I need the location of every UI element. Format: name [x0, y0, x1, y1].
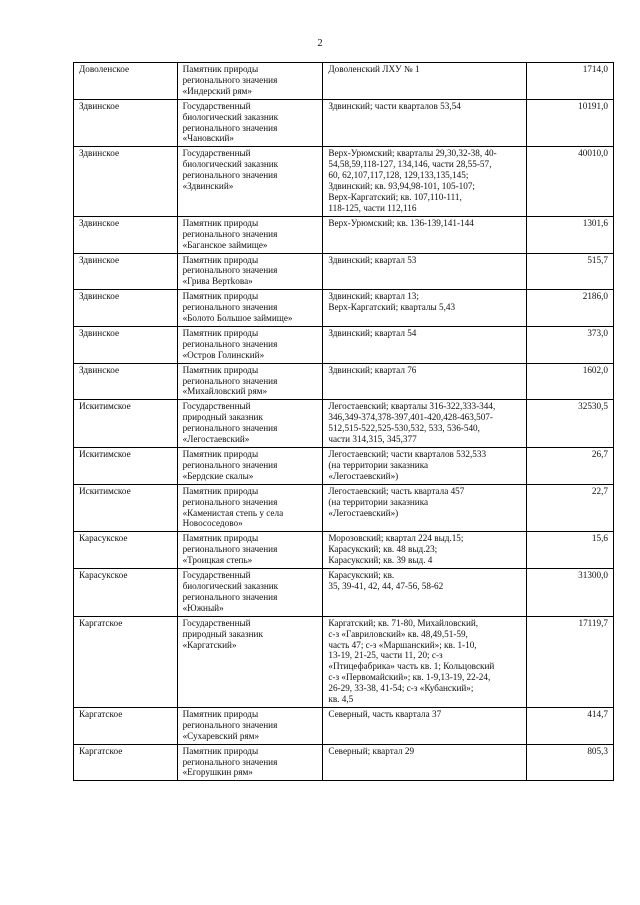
object-line: Государственный	[182, 100, 251, 111]
location-line: Верх-Урюмский; кварталы 29,30,32-38, 40-	[328, 148, 497, 159]
area-cell: 32530,5	[527, 400, 614, 448]
location-line: 60, 62,107,117,128, 129,133,135,145;	[328, 170, 469, 181]
district-cell: Здвинское	[74, 326, 178, 363]
object-cell	[177, 569, 323, 617]
object-cell	[177, 744, 323, 781]
table-row	[74, 532, 614, 569]
location-line: Верх-Урюмский; кв. 136-139,141-144	[328, 217, 474, 228]
object-line: регионального значения	[182, 338, 278, 349]
object-line: Памятник природы	[182, 217, 259, 228]
object-line: «Грива Вертkова»	[182, 276, 253, 287]
area-cell: 17119,7	[527, 616, 614, 707]
location-line: часть 47; с-з «Маршанский»; кв. 1-10,	[328, 639, 477, 650]
object-line: Памятник природы	[182, 745, 259, 756]
location-line: Легостаевский; кварталы 316-322,333-344,	[328, 401, 496, 412]
location-cell	[323, 400, 527, 448]
location-cell	[323, 363, 527, 400]
district-cell: Карасукское	[74, 532, 178, 569]
area-cell: 40010,0	[527, 147, 614, 216]
object-cell	[177, 216, 323, 253]
area-cell: 414,7	[527, 707, 614, 744]
location-cell	[323, 147, 527, 216]
table-row	[74, 363, 614, 400]
object-line: «Егорушкин рям»	[182, 767, 253, 778]
object-line: Памятник природы	[182, 64, 259, 74]
object-cell	[177, 147, 323, 216]
object-cell	[177, 484, 323, 532]
district-cell: Здвинское	[74, 290, 178, 327]
location-cell	[323, 616, 527, 707]
location-cell	[323, 707, 527, 744]
area-cell: 22,7	[527, 484, 614, 532]
district-cell: Здвинское	[74, 253, 178, 290]
district-cell: Здвинское	[74, 147, 178, 216]
area-cell: 15,6	[527, 532, 614, 569]
location-line: Доволенский ЛХУ № 1	[328, 64, 420, 74]
object-cell	[177, 290, 323, 327]
table-row	[74, 448, 614, 485]
object-line: «Болото Большое займище»	[182, 313, 293, 324]
table-row	[74, 744, 614, 781]
location-cell	[323, 253, 527, 290]
area-cell: 31300,0	[527, 569, 614, 617]
district-cell: Здвинское	[74, 363, 178, 400]
table-row	[74, 253, 614, 290]
object-cell	[177, 616, 323, 707]
location-line: «Легостаевский»)	[328, 507, 399, 518]
object-line: регионального значения	[182, 74, 278, 85]
object-line: регионального значения	[182, 719, 278, 730]
object-line: «Индерский рям»	[182, 85, 252, 96]
object-line: регионального значения	[182, 591, 278, 602]
area-cell: 515,7	[527, 253, 614, 290]
object-line: регионального значения	[182, 544, 278, 555]
location-line: 13-19, 21-25, части 11, 20; с-з	[328, 650, 443, 661]
object-line: Государственный	[182, 148, 251, 159]
location-cell	[323, 290, 527, 327]
area-cell: 26,7	[527, 448, 614, 485]
object-line: «Баганское займище»	[182, 239, 268, 250]
area-cell: 1602,0	[527, 363, 614, 400]
district-cell: Каргатское	[74, 616, 178, 707]
district-cell: Каргатское	[74, 744, 178, 781]
object-line: Новососедово»	[182, 518, 243, 529]
object-line: природный заказник	[182, 628, 263, 639]
object-line: «Бердские скалы»	[182, 470, 254, 481]
location-cell	[323, 63, 527, 100]
district-cell: Искитимское	[74, 448, 178, 485]
table-row	[74, 63, 614, 100]
object-cell	[177, 532, 323, 569]
object-line: регионального значения	[182, 170, 278, 181]
district-cell: Доволенское	[74, 63, 178, 100]
location-line: Верх-Каргатский; кварталы 5,43	[328, 302, 456, 313]
object-line: регионального значения	[182, 756, 278, 767]
object-line: регионального значения	[182, 459, 278, 470]
location-line: Морозовский; квартал 224 выд.15;	[328, 533, 464, 544]
area-cell: 2186,0	[527, 290, 614, 327]
location-cell	[323, 484, 527, 532]
location-line: кв. 4,5	[328, 694, 354, 705]
table-row	[74, 290, 614, 327]
object-line: Памятник природы	[182, 364, 259, 375]
object-line: Памятник природы	[182, 291, 259, 302]
location-line: 346,349-374,378-397,401-420,428-463,507-	[328, 412, 493, 423]
object-line: «Легостаевский»	[182, 434, 250, 445]
object-line: биологический заказник	[182, 580, 279, 591]
object-line: биологический заказник	[182, 111, 279, 122]
location-cell	[323, 99, 527, 147]
object-line: регионального значения	[182, 265, 278, 276]
location-line: с-з «Гавриловский» кв. 48,49,51-59,	[328, 628, 468, 639]
location-line: с-з «Первомайский»; кв. 1-9,13-19, 22-24,	[328, 672, 491, 683]
area-cell: 1714,0	[527, 63, 614, 100]
object-line: природный заказник	[182, 412, 263, 423]
object-line: «Сухаревский рям»	[182, 730, 260, 741]
object-line: регионального значения	[182, 423, 278, 434]
object-line: «Троицкая степь»	[182, 555, 253, 566]
location-cell	[323, 448, 527, 485]
object-line: регионального значения	[182, 302, 278, 313]
district-cell: Искитимское	[74, 400, 178, 448]
object-line: «Каменистая степь у села	[182, 507, 284, 518]
location-line: Здвинский; части кварталов 53,54	[328, 100, 461, 111]
location-line: (на территории заказника	[328, 459, 429, 470]
object-cell	[177, 253, 323, 290]
location-line: Здвинский; квартал 76	[328, 364, 417, 375]
location-cell	[323, 569, 527, 617]
table-row	[74, 326, 614, 363]
location-line: Карасукский; кв. 39 выд. 4	[328, 555, 433, 566]
object-line: регионального значения	[182, 122, 278, 133]
object-cell	[177, 326, 323, 363]
location-line: Здвинский; квартал 54	[328, 327, 417, 338]
table-row	[74, 400, 614, 448]
object-cell	[177, 448, 323, 485]
location-line: Каргатский; кв. 71-80, Михайловский,	[328, 617, 479, 628]
location-line: 54,58,59,118-127, 134,146, части 28,55-57,	[328, 159, 492, 170]
location-cell	[323, 744, 527, 781]
location-line: части 314,315, 345,377	[328, 434, 417, 445]
object-line: Государственный	[182, 401, 251, 412]
object-line: Памятник природы	[182, 327, 259, 338]
district-cell: Искитимское	[74, 484, 178, 532]
object-line: Памятник природы	[182, 449, 259, 459]
location-line: 26-29, 33-38, 41-54; с-з «Кубанский»;	[328, 683, 474, 694]
location-line: «Птицефабрика» часть кв. 1; Кольцовский	[328, 661, 495, 672]
location-cell	[323, 216, 527, 253]
table-row	[74, 147, 614, 216]
location-line: Здвинский; квартал 13;	[328, 291, 419, 302]
location-line: «Легостаевский»)	[328, 470, 399, 481]
district-cell: Каргатское	[74, 707, 178, 744]
object-line: Памятник природы	[182, 708, 259, 719]
location-line: Карасукский; кв.	[328, 570, 395, 581]
object-line: «Каргатский»	[182, 639, 237, 650]
protected-areas-table	[73, 62, 614, 781]
location-line: 35, 39-41, 42, 44, 47-56, 58-62	[328, 580, 444, 591]
page-number: 2	[317, 38, 323, 49]
area-cell: 10191,0	[527, 99, 614, 147]
table-row	[74, 484, 614, 532]
district-cell: Здвинское	[74, 216, 178, 253]
location-line: Здвинский; квартал 53	[328, 254, 417, 265]
object-line: биологический заказник	[182, 159, 279, 170]
location-line: Карасукский; кв. 48 выд.23;	[328, 544, 438, 555]
object-line: Памятник природы	[182, 485, 259, 496]
location-line: Северный; квартал 29	[328, 745, 415, 756]
object-line: «Михайловский рям»	[182, 386, 268, 397]
location-line: 512,515-522,525-530,532, 533, 536-540,	[328, 423, 480, 434]
location-line: (на территории заказника	[328, 496, 429, 507]
table-row	[74, 707, 614, 744]
object-line: регионального значения	[182, 496, 278, 507]
location-line: 118-125, части 112,116	[328, 202, 417, 213]
object-cell	[177, 63, 323, 100]
object-cell	[177, 400, 323, 448]
table-row	[74, 616, 614, 707]
location-line: Легостаевский; часть квартала 457	[328, 485, 465, 496]
location-line: Северный, часть квартала 37	[328, 708, 442, 719]
table-row	[74, 216, 614, 253]
object-line: регионального значения	[182, 375, 278, 386]
location-line: Легостаевский; части кварталов 532,533	[328, 449, 487, 459]
object-cell	[177, 99, 323, 147]
district-cell: Здвинское	[74, 99, 178, 147]
location-line: Верх-Каргатский; кв. 107,110-111,	[328, 191, 462, 202]
location-cell	[323, 532, 527, 569]
area-cell: 373,0	[527, 326, 614, 363]
object-cell	[177, 707, 323, 744]
table-row	[74, 99, 614, 147]
table-body	[74, 63, 614, 781]
object-line: Государственный	[182, 570, 251, 581]
object-line: «Южный»	[182, 602, 224, 613]
table-row	[74, 569, 614, 617]
object-line: «Чановский»	[182, 133, 234, 144]
object-line: Государственный	[182, 617, 251, 628]
object-line: «Здвинский»	[182, 181, 234, 192]
location-line: Здвинский; кв. 93,94,98-101, 105-107;	[328, 181, 475, 192]
area-cell: 805,3	[527, 744, 614, 781]
object-line: Памятник природы	[182, 533, 259, 544]
object-line: Памятник природы	[182, 254, 259, 265]
district-cell: Карасукское	[74, 569, 178, 617]
object-line: регионального значения	[182, 228, 278, 239]
location-cell	[323, 326, 527, 363]
object-cell	[177, 363, 323, 400]
object-line: «Остров Голинский»	[182, 349, 265, 360]
area-cell: 1301,6	[527, 216, 614, 253]
